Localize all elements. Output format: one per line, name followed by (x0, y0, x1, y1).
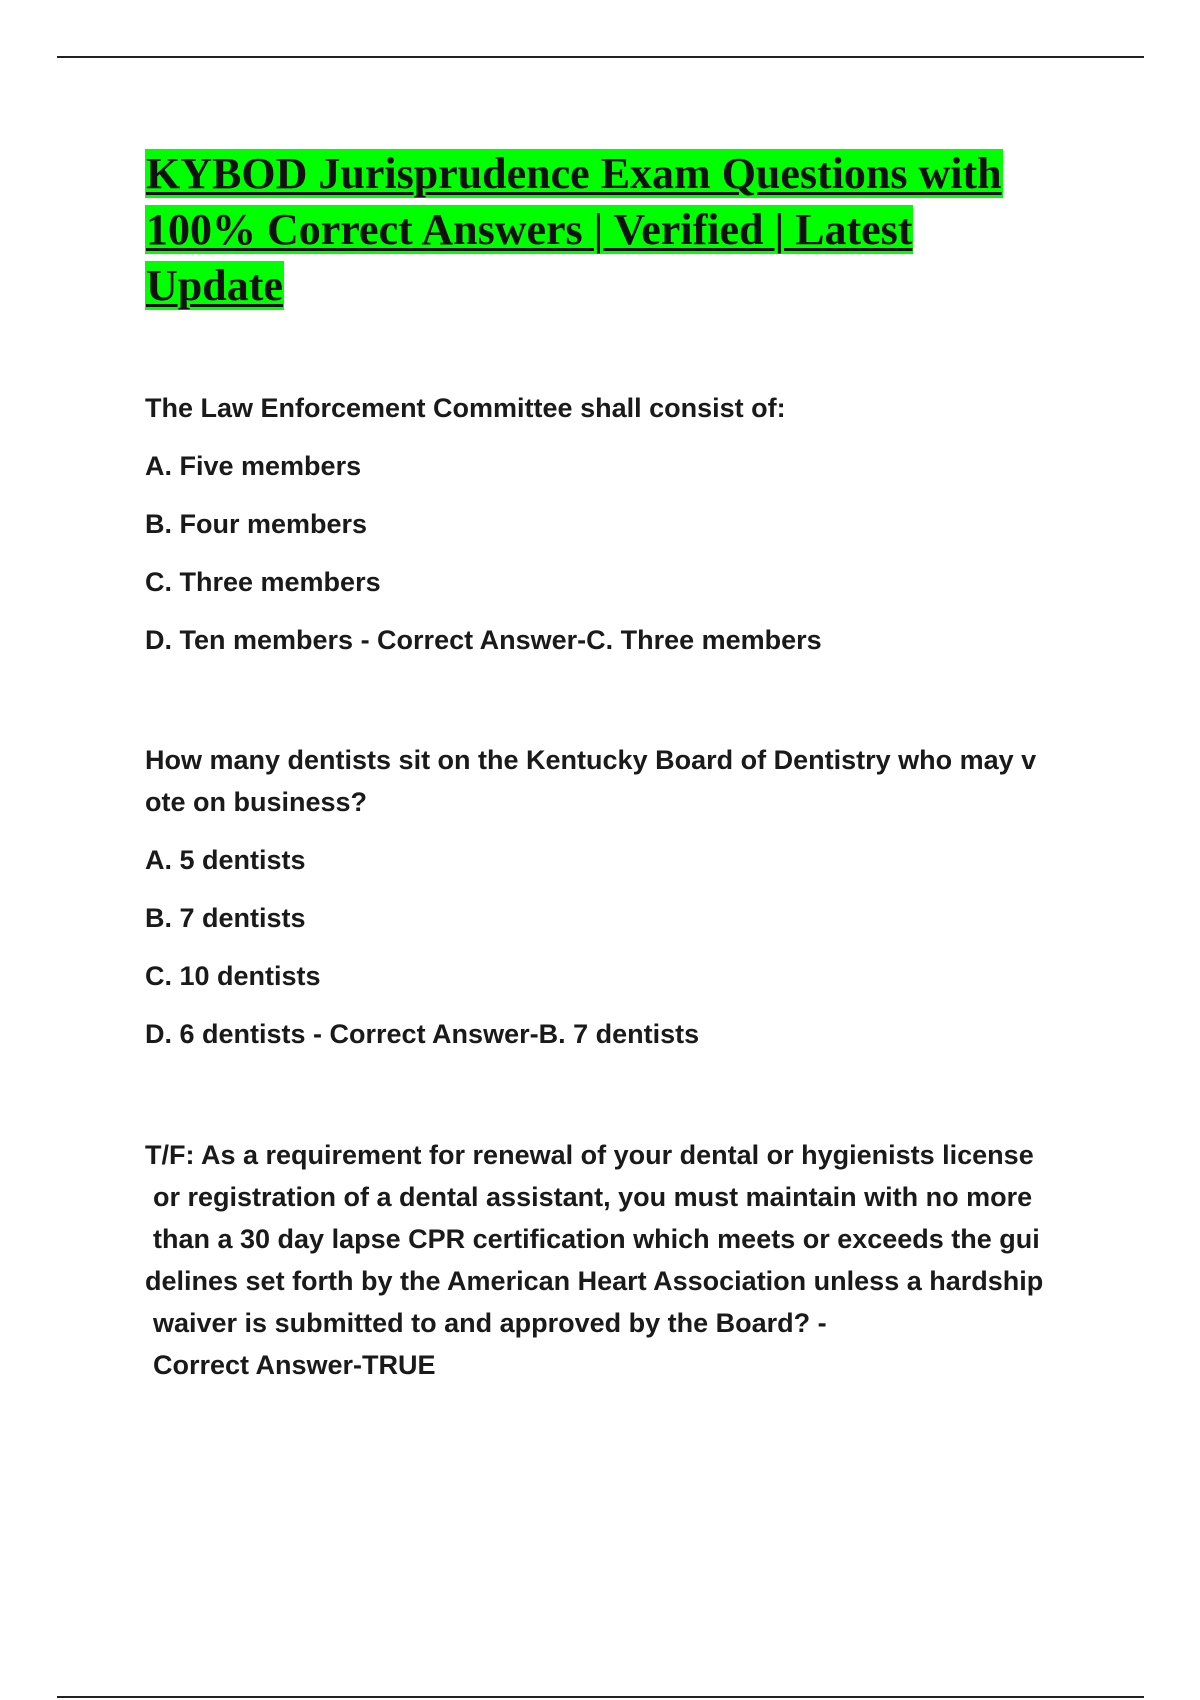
question-3-line-1: T/F: As a requirement for renewal of your dental or hygienists license (145, 1140, 1034, 1170)
bottom-rule (57, 1696, 1144, 1698)
top-rule (57, 56, 1144, 58)
question-2-prompt-line-1: How many dentists sit on the Kentucky Board of Dentistry who may v (145, 745, 1037, 775)
question-3-line-4: delines set forth by the American Heart Association unless a hardship (145, 1266, 1044, 1296)
title-heading (145, 146, 1095, 314)
document-title (145, 146, 1095, 314)
question-3 (145, 1134, 1095, 1386)
title-line-3: Update (146, 261, 283, 310)
question-3-line-5: waiver is submitted to and approved by the Board? - (153, 1308, 827, 1338)
question-1-option-b: B. Four members (145, 509, 368, 539)
question-3-answer: Correct Answer-TRUE (153, 1350, 436, 1380)
question-2-option-b: B. 7 dentists (145, 903, 306, 933)
title-line-2: 100% Correct Answers | Verified | Latest (146, 205, 913, 254)
question-1-option-a: A. Five members (145, 451, 362, 481)
question-2-option-d: D. 6 dentists - Correct Answer-B. 7 dentists (145, 1019, 700, 1049)
question-3-line-3: than a 30 day lapse CPR certification which meets or exceeds the gui (153, 1224, 1040, 1254)
question-2-prompt-line-2: ote on business? (145, 787, 368, 817)
question-1-option-d: D. Ten members - Correct Answer-C. Three members (145, 625, 822, 655)
question-2 (145, 739, 1095, 1063)
question-2-option-c: C. 10 dentists (145, 961, 321, 991)
question-1-prompt: The Law Enforcement Committee shall consist of: (145, 393, 786, 423)
question-1 (145, 387, 1095, 669)
question-3-line-2: or registration of a dental assistant, you must maintain with no more (153, 1182, 1033, 1212)
question-1-option-c: C. Three members (145, 567, 381, 597)
title-line-1: KYBOD Jurisprudence Exam Questions with (146, 149, 1002, 198)
question-2-option-a: A. 5 dentists (145, 845, 306, 875)
